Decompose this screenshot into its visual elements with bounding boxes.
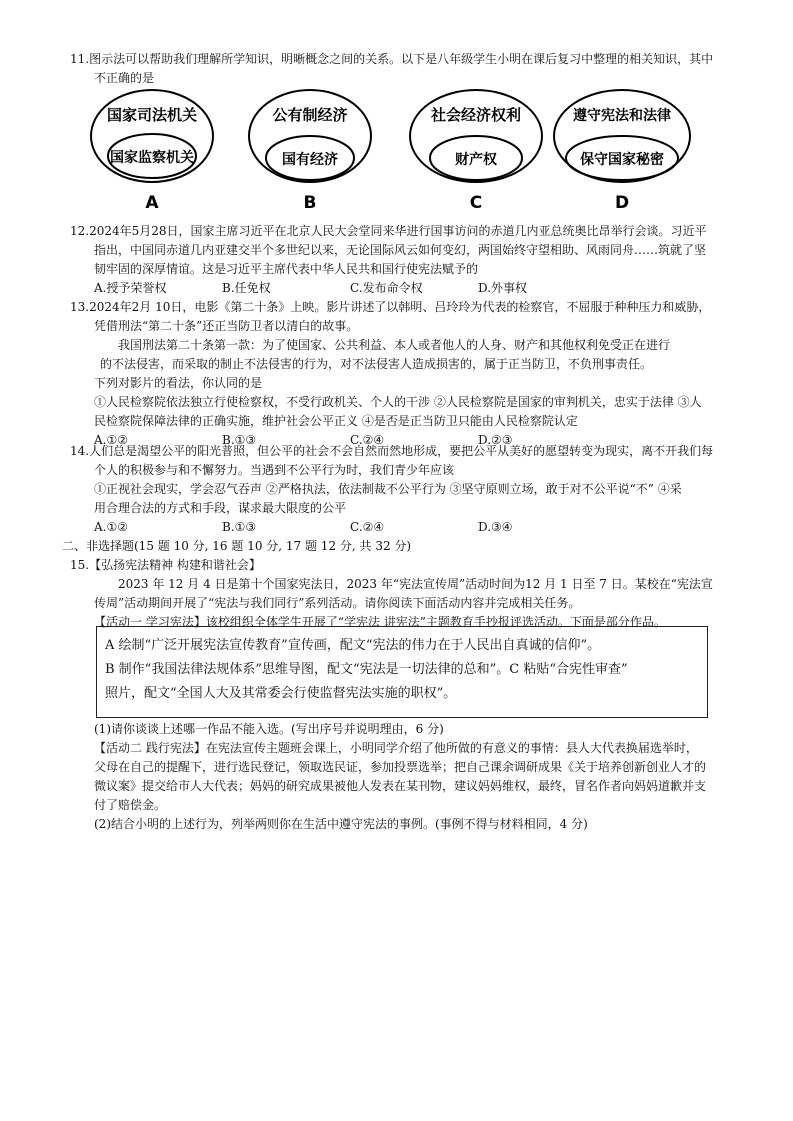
q12-options bbox=[70, 279, 720, 298]
q13-stem-line2: 凭借刑法“第二十条”还正当防卫者以清白的故事。 bbox=[94, 319, 359, 333]
q11-stem-line1: 11.图示法可以帮助我们理解所学知识，明晰概念之间的关系。以下是八年级学生小明在课后复习中整理的相关知识，其中 bbox=[70, 52, 714, 66]
question-14 bbox=[70, 442, 720, 537]
q13-quote-line2: 的不法侵害，而采取的制止不法侵害的行为，对不法侵害人造成损害的，属于正当防卫，不负刑事责任。 bbox=[100, 357, 653, 371]
q14-stem-line2: 个人的积极参与和不懈努力。当遇到不公平行为时，我们青少年应该 bbox=[94, 463, 455, 477]
q13-quote-line1: 我国刑法第二十条第一款：为了使国家、公共利益、本人或者他人的人身、财产和其他权利免受正在进行 bbox=[118, 338, 671, 352]
q15-box-line1: A 绘制“广泛开展宪法宣传教育”宣传画，配文“宪法的伟力在于人民出自真诚的信仰”。 bbox=[105, 638, 601, 653]
diagram-option-c bbox=[410, 90, 542, 213]
diagram-option-b bbox=[249, 90, 371, 213]
q15-box-line2: B 制作“我国法律法规体系”思维导图，配文“宪法是一切法律的总和”。C 粘贴“合宪性审查” bbox=[105, 662, 628, 677]
q15-intro-line2: 传周”活动期间开展了“宪法与我们同行”系列活动。请你阅读下面活动内容并完成相关任务。 bbox=[94, 596, 581, 610]
question-15-continued bbox=[70, 720, 720, 834]
q14-option-d: D.③④ bbox=[478, 520, 513, 534]
q15-box-line3: 照片，配文“全国人大及其常委会行使监督宪法实施的职权”。 bbox=[105, 686, 457, 701]
q15-task1: (1)请你谈谈上述哪一作品不能入选。(写出序号并说明理由，6 分) bbox=[94, 722, 444, 736]
diagram-a-label: A bbox=[145, 193, 159, 213]
q15-heading: 15.【弘扬宪法精神 构建和谐社会】 bbox=[70, 558, 261, 572]
q14-option-b: B.①③ bbox=[222, 520, 257, 534]
q14-options bbox=[70, 518, 720, 537]
q13-ask: 下列对影片的看法，你认同的是 bbox=[94, 376, 263, 390]
diagram-d-outer: 遵守宪法和法律 bbox=[573, 108, 671, 124]
q13-option-b: B.①③ bbox=[222, 433, 257, 447]
diagram-c-label: C bbox=[469, 193, 483, 213]
diagram-a-inner: 国家监察机关 bbox=[110, 150, 194, 166]
q15-works-box bbox=[96, 626, 708, 718]
q12-option-b: B.任免权 bbox=[222, 281, 271, 295]
q14-statements-line2: 用合理合法的方式和手段，谋求最大限度的公平 bbox=[94, 501, 347, 515]
q12-option-d: D.外事权 bbox=[478, 281, 528, 295]
q11-stem-line2: 不正确的是 bbox=[94, 71, 155, 85]
diagram-d-inner: 保守国家秘密 bbox=[580, 152, 664, 168]
q15-task2: (2)结合小明的上述行为，列举两则你在生活中遵守宪法的事例。(事例不得与材料相同，4 分) bbox=[94, 817, 588, 831]
q13-option-c: C.②④ bbox=[350, 433, 385, 447]
question-13 bbox=[70, 298, 720, 450]
question-11 bbox=[70, 50, 720, 88]
section-2-title: 二、非选择题(15 题 10 分, 16 题 10 分, 17 题 12 分, 共 32 分) bbox=[62, 539, 412, 553]
q15-activity2-line1: 【活动二 践行宪法】在宪法宣传主题班会课上，小明同学介绍了他所做的有意义的事情：县人大代表换届选举时， bbox=[94, 741, 698, 755]
diagram-b-outer: 公有制经济 bbox=[272, 106, 348, 124]
diagram-b-label: B bbox=[303, 193, 317, 213]
q15-activity1: 【活动一 学习宪法】该校组织全体学生开展了“学宪法 讲宪法”主题教育手抄报评选活动。下面是部分作品。 bbox=[94, 615, 666, 629]
diagram-a-outer: 国家司法机关 bbox=[106, 106, 198, 124]
q13-statements-line1: ①人民检察院依法独立行使检察权，不受行政机关、个人的干涉 ②人民检察院是国家的审判机关，忠实于法律 ③人 bbox=[94, 395, 702, 409]
q14-option-a: A.①② bbox=[94, 520, 128, 534]
diagram-c-inner: 财产权 bbox=[455, 152, 497, 168]
q11-diagram bbox=[90, 88, 710, 218]
q15-intro-line1: 2023 年 12 月 4 日是第十个国家宪法日，2023 年“宪法宣传周”活动时间为12 月 1 日至 7 日。某校在“宪法宣 bbox=[118, 577, 713, 591]
q15-activity2-line2: 父母在自己的提醒下，进行选民登记，领取选民证，参加投票选举；把自己课余调研成果《关于培养创新创业人才的 bbox=[94, 760, 707, 774]
q13-option-d: D.②③ bbox=[478, 433, 513, 447]
diagram-b-inner: 国有经济 bbox=[282, 152, 338, 168]
diagram-c-outer: 社会经济权利 bbox=[430, 106, 522, 124]
q13-option-a: A.①② bbox=[94, 433, 128, 447]
diagram-option-d bbox=[554, 90, 690, 213]
q15-activity2-line3: 微议案》提交给市人大代表；妈妈的研究成果被他人发表在某刊物，建议妈妈维权，最终，冒名作者向妈妈道歉并支 bbox=[94, 779, 707, 793]
diagram-option-a bbox=[91, 90, 213, 213]
q12-option-a: A.授予荣誉权 bbox=[94, 281, 167, 295]
q14-option-c: C.②④ bbox=[350, 520, 385, 534]
q12-stem-line2: 指出，中国同赤道几内亚建交半个多世纪以来，无论国际风云如何变幻，两国始终守望相助、风雨同舟……筑就了坚 bbox=[94, 243, 707, 257]
question-12 bbox=[70, 222, 720, 298]
diagram-d-label: D bbox=[614, 193, 630, 213]
question-15 bbox=[70, 556, 720, 632]
q13-stem-line1: 13.2024年2月 10日，电影《第二十条》上映。影片讲述了以韩明、吕玲玲为代表的检察官，不屈服于种种压力和威胁， bbox=[70, 300, 711, 314]
section-2-heading bbox=[62, 537, 712, 556]
q15-activity2-line4: 付了赔偿金。 bbox=[94, 798, 167, 812]
q12-stem-line3: 韧牢固的深厚情谊。这是习近平主席代表中华人民共和国行使宪法赋予的 bbox=[94, 262, 479, 276]
q13-statements-line2: 民检察院保障法律的正确实施，维护社会公平正义 ④是否是正当防卫只能由人民检察院认定 bbox=[94, 414, 578, 428]
q14-statements-line1: ①正视社会现实，学会忍气吞声 ②严格执法，依法制裁不公平行为 ③坚守原则立场，敢于对不公平说“不” ④采 bbox=[94, 482, 682, 496]
q14-stem-line1: 14.人们总是渴望公平的阳光普照，但公平的社会不会自然而然地形成，要把公平从美好的愿望转变为现实，离不开我们每 bbox=[70, 444, 714, 458]
q12-stem-line1: 12.2024年5月28日，国家主席习近平在北京人民大会堂同来华进行国事访问的赤道几内亚总统奥比昂举行会谈。习近平 bbox=[70, 224, 707, 238]
q12-option-c: C.发布命令权 bbox=[350, 281, 423, 295]
